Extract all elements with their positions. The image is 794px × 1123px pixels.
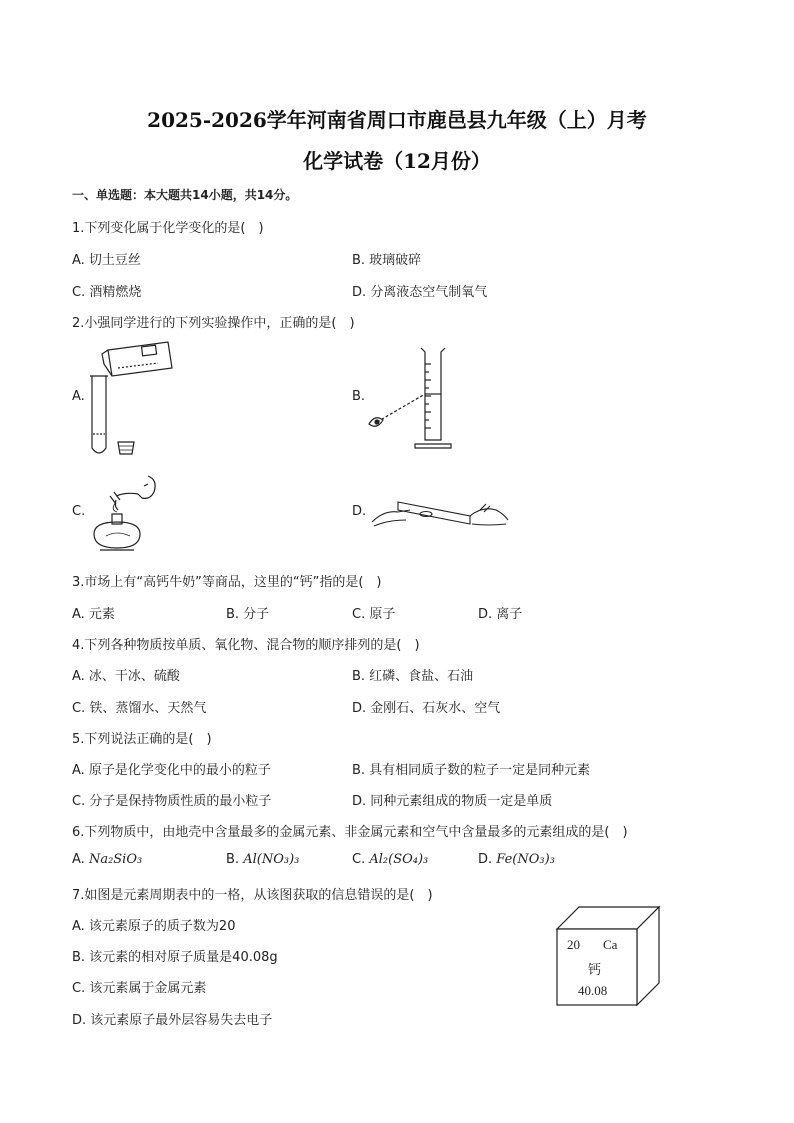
question-6-label-b: B. <box>226 852 240 867</box>
question-1-option-a: A. 切土豆丝 <box>72 253 141 268</box>
page-title-line2: 化学试卷（12月份） <box>303 149 491 173</box>
question-4-option-d: D. 金刚石、石灰水、空气 <box>352 701 501 716</box>
element-symbol: Ca <box>603 937 618 952</box>
question-1-option-c: C. 酒精燃烧 <box>72 285 142 300</box>
question-4-option-b: B. 红磷、食盐、石油 <box>352 669 474 684</box>
question-6-option-c <box>352 852 428 867</box>
section-header: 一、单选题：本大题共14小题，共14分。 <box>72 188 298 202</box>
question-1-option-d: D. 分离液态空气制氧气 <box>352 285 488 300</box>
question-6-label-d: D. <box>478 852 493 867</box>
question-6-formula-d: Fe(NO₃)₃ <box>496 852 555 867</box>
alcohol-lamp-figure <box>86 470 166 556</box>
question-4-option-a: A. 冰、干冰、硫酸 <box>72 669 180 684</box>
question-2-stem: 2.小强同学进行的下列实验操作中，正确的是( ) <box>72 316 355 331</box>
question-3-option-b: B. 分子 <box>226 607 270 622</box>
question-7-option-d: D. 该元素原子最外层容易失去电子 <box>72 1013 273 1028</box>
question-3-option-c: C. 原子 <box>352 607 396 622</box>
question-6-stem: 6.下列物质中，由地壳中含量最多的金属元素、非金属元素和空气中含量最多的元素组成的是( ) <box>72 825 628 840</box>
question-6-option-a <box>72 852 142 867</box>
question-1-stem: 1.下列变化属于化学变化的是( ) <box>72 221 264 236</box>
test-tube-heating-figure <box>370 496 510 530</box>
question-3-option-d: D. 离子 <box>478 607 523 622</box>
question-2-label-c: C. <box>72 504 86 519</box>
element-name: 钙 <box>588 963 602 978</box>
question-6-formula-b: Al(NO₃)₃ <box>243 852 300 867</box>
question-2-label-b: B. <box>352 389 366 404</box>
question-7-option-b: B. 该元素的相对原子质量是40.08g <box>72 950 278 965</box>
question-5-stem: 5.下列说法正确的是( ) <box>72 732 212 747</box>
question-2-label-d: D. <box>352 504 367 519</box>
question-6-formula-a: Na₂SiO₃ <box>88 852 143 867</box>
question-7-stem: 7.如图是元素周期表中的一格，从该图获取的信息错误的是( ) <box>72 888 433 903</box>
question-5-option-b: B. 具有相同质子数的粒子一定是同种元素 <box>352 763 591 778</box>
question-3-stem: 3.市场上有“高钙牛奶”等商品，这里的“钙”指的是( ) <box>72 575 382 590</box>
question-3-option-a: A. 元素 <box>72 607 115 622</box>
question-6-label-a: A. <box>72 852 85 867</box>
question-5-option-a: A. 原子是化学变化中的最小的粒子 <box>72 763 271 778</box>
graduated-cylinder-figure <box>365 344 465 452</box>
question-5-option-c: C. 分子是保持物质性质的最小粒子 <box>72 794 272 809</box>
question-6-option-b <box>226 852 299 867</box>
question-7-option-a: A. 该元素原子的质子数为20 <box>72 919 236 934</box>
question-6-formula-c: Al₂(SO₄)₃ <box>369 852 429 867</box>
element-atomic-mass: 40.08 <box>578 983 608 998</box>
question-5-option-d: D. 同种元素组成的物质一定是单质 <box>352 794 553 809</box>
question-6-option-d <box>478 852 555 867</box>
element-atomic-number: 20 <box>567 937 580 952</box>
question-7-option-c: C. 该元素属于金属元素 <box>72 981 207 996</box>
page-title-line1: 2025-2026学年河南省周口市鹿邑县九年级（上）月考 <box>147 108 647 132</box>
pouring-liquid-figure <box>88 338 188 460</box>
question-6-label-c: C. <box>352 852 366 867</box>
question-4-option-c: C. 铁、蒸馏水、天然气 <box>72 701 207 716</box>
question-2-label-a: A. <box>72 389 85 404</box>
question-4-stem: 4.下列各种物质按单质、氧化物、混合物的顺序排列的是( ) <box>72 638 420 653</box>
question-1-option-b: B. 玻璃破碎 <box>352 253 422 268</box>
